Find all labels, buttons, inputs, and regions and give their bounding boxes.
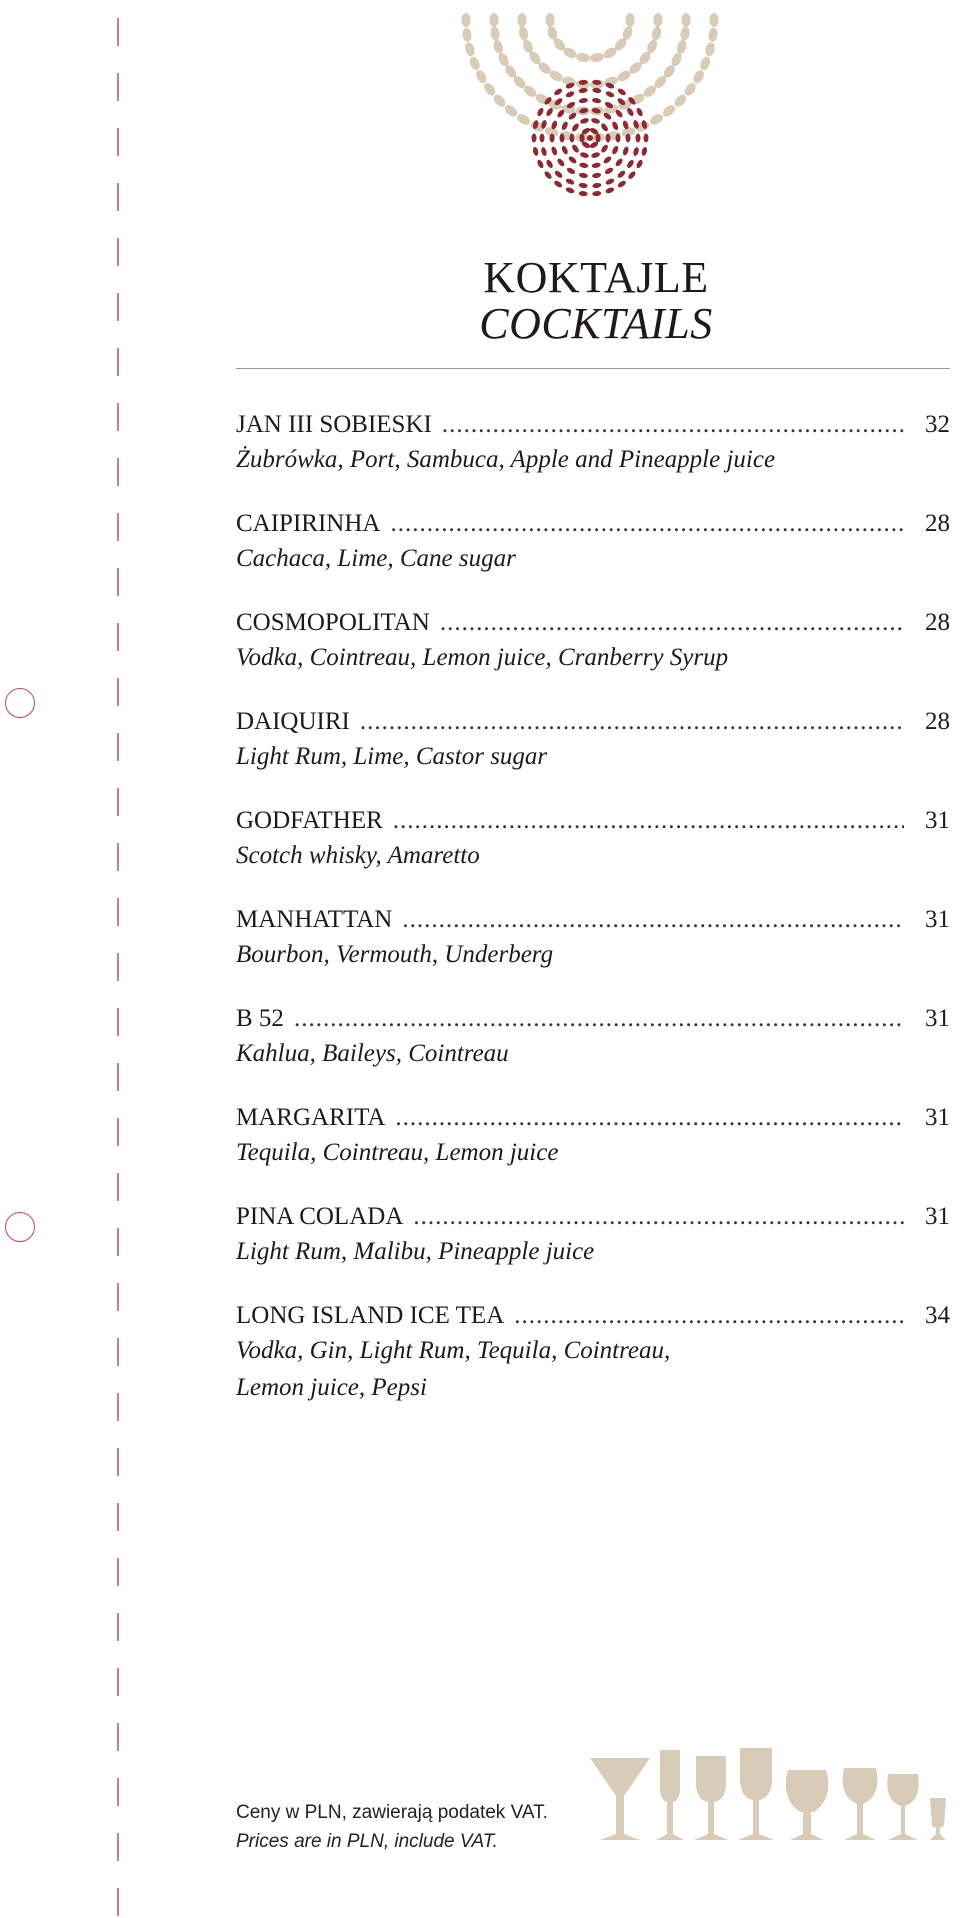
dot-leader — [442, 409, 904, 441]
perforation-dash — [117, 898, 119, 926]
cocktail-list — [236, 409, 950, 1399]
perforation-dash — [117, 1338, 119, 1366]
item-name: PINA COLADA — [236, 1203, 404, 1230]
menu-item — [236, 1102, 950, 1201]
perforation-dash — [117, 1118, 119, 1146]
perforation-dash — [117, 1888, 119, 1916]
item-description: Light Rum, Lime, Castor sugar — [236, 743, 548, 770]
item-price: 28 — [925, 708, 950, 735]
perforation-dash — [117, 1503, 119, 1531]
perforation-dash — [117, 293, 119, 321]
item-description: Scotch whisky, Amaretto — [236, 842, 480, 869]
menu-item — [236, 409, 950, 508]
perforation-dash — [117, 1393, 119, 1421]
menu-item — [236, 706, 950, 805]
dot-leader — [390, 508, 904, 540]
item-name: LONG ISLAND ICE TEA — [236, 1302, 505, 1329]
dotted-ornament-icon — [440, 0, 740, 210]
item-name: COSMOPOLITAN — [236, 609, 430, 636]
perforation-dash — [117, 788, 119, 816]
menu-item — [236, 1300, 950, 1399]
price-note-polish: Ceny w PLN, zawierają podatek VAT. — [236, 1802, 548, 1823]
item-price: 31 — [925, 1203, 950, 1230]
perforation-dash — [117, 843, 119, 871]
dot-leader — [360, 706, 904, 738]
perforation-dash — [117, 1613, 119, 1641]
perforation-dash — [117, 1008, 119, 1036]
perforation-dash — [117, 678, 119, 706]
page-title-polish: KOKTAJLE — [483, 253, 709, 302]
perforation-dash — [117, 1283, 119, 1311]
item-price: 28 — [925, 510, 950, 537]
item-price: 34 — [925, 1302, 950, 1329]
dot-leader — [413, 1201, 904, 1233]
perforation-rail — [117, 0, 121, 1918]
item-price: 28 — [925, 609, 950, 636]
price-note — [236, 1798, 548, 1856]
item-description: Light Rum, Malibu, Pineapple juice — [236, 1238, 595, 1265]
perforation-dash — [117, 1778, 119, 1806]
dot-leader — [395, 1102, 904, 1134]
menu-item — [236, 805, 950, 904]
perforation-dash — [117, 403, 119, 431]
item-description: Bourbon, Vermouth, Underberg — [236, 941, 554, 968]
item-name: B 52 — [236, 1005, 284, 1032]
perforation-dash — [117, 1448, 119, 1476]
item-name: MARGARITA — [236, 1104, 386, 1131]
item-name: JAN III SOBIESKI — [236, 411, 432, 438]
item-description: Tequila, Cointreau, Lemon juice — [236, 1139, 559, 1166]
item-name: CAIPIRINHA — [236, 510, 381, 537]
perforation-dash — [117, 953, 119, 981]
item-price: 31 — [925, 807, 950, 834]
dot-leader — [294, 1003, 904, 1035]
menu-item — [236, 508, 950, 607]
dot-leader — [402, 904, 904, 936]
price-note-english: Prices are in PLN, include VAT. — [236, 1831, 498, 1852]
perforation-dash — [117, 733, 119, 761]
binder-hole-bottom — [5, 1212, 35, 1242]
item-name: GODFATHER — [236, 807, 383, 834]
perforation-dash — [117, 1833, 119, 1861]
item-description: Cachaca, Lime, Cane sugar — [236, 545, 516, 572]
item-description: Vodka, Cointreau, Lemon juice, Cranberry Syrup — [236, 644, 729, 671]
perforation-dash — [117, 128, 119, 156]
glassware-silhouettes-icon — [590, 1748, 950, 1848]
item-price: 32 — [925, 411, 950, 438]
title-divider — [236, 368, 950, 369]
perforation-dash — [117, 458, 119, 486]
dot-leader — [393, 805, 904, 837]
perforation-dash — [117, 238, 119, 266]
perforation-dash — [117, 18, 119, 46]
item-description: Kahlua, Baileys, Cointreau — [236, 1040, 509, 1067]
menu-item — [236, 1003, 950, 1102]
menu-item — [236, 607, 950, 706]
perforation-dash — [117, 348, 119, 376]
dot-leader — [440, 607, 904, 639]
perforation-dash — [117, 1668, 119, 1696]
item-description: Żubrówka, Port, Sambuca, Apple and Pineapple juice — [236, 446, 776, 473]
perforation-dash — [117, 1173, 119, 1201]
binder-hole-top — [5, 688, 35, 718]
perforation-dash — [117, 73, 119, 101]
item-name: MANHATTAN — [236, 906, 393, 933]
perforation-dash — [117, 183, 119, 211]
item-price: 31 — [925, 1005, 950, 1032]
item-description: Vodka, Gin, Light Rum, Tequila, Cointreau, — [236, 1337, 671, 1364]
perforation-dash — [117, 1228, 119, 1256]
perforation-dash — [117, 623, 119, 651]
item-price: 31 — [925, 906, 950, 933]
item-description-line2: Lemon juice, Pepsi — [236, 1374, 427, 1401]
dot-leader — [514, 1300, 904, 1332]
page-title-english: COCKTAILS — [479, 299, 713, 348]
menu-item — [236, 1201, 950, 1300]
perforation-dash — [117, 1558, 119, 1586]
item-price: 31 — [925, 1104, 950, 1131]
perforation-dash — [117, 568, 119, 596]
perforation-dash — [117, 1723, 119, 1751]
item-name: DAIQUIRI — [236, 708, 350, 735]
menu-item — [236, 904, 950, 1003]
perforation-dash — [117, 513, 119, 541]
perforation-dash — [117, 1063, 119, 1091]
